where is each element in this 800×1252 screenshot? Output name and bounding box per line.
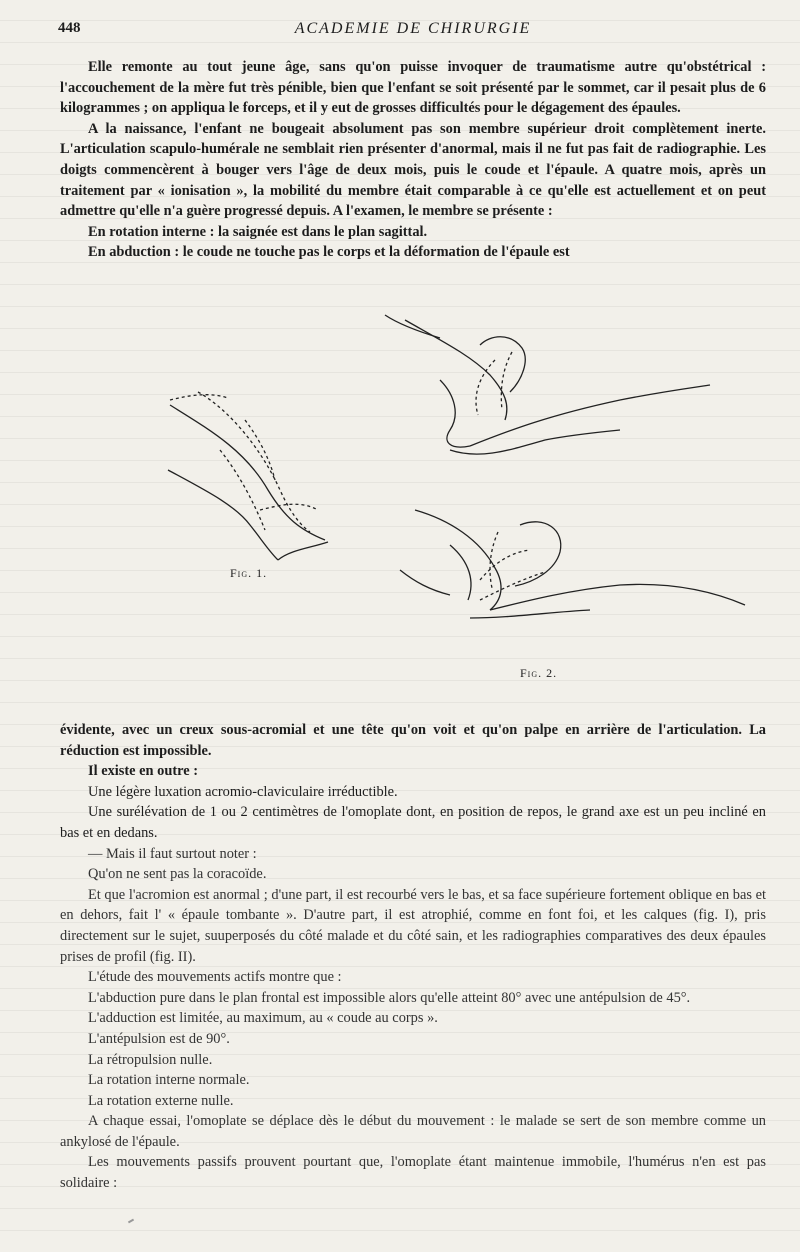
figures-area	[150, 300, 770, 700]
paragraph: Une surélévation de 1 ou 2 centimètres de l'omoplate dont, en position de repos, le grand axe est un peu incliné en bas et en dedans.	[60, 804, 766, 841]
text-block-bottom	[60, 720, 766, 1194]
text-block-top	[60, 57, 766, 263]
paragraph: La rotation externe nulle.	[88, 1092, 234, 1109]
paragraph: — Mais il faut surtout noter :	[88, 845, 257, 862]
paragraph: L'adduction est limitée, au maximum, au « coude au corps ».	[88, 1010, 438, 1027]
page-header	[58, 20, 768, 44]
running-title: ACADEMIE DE CHIRURGIE	[294, 20, 532, 37]
paragraph: A la naissance, l'enfant ne bougeait absolument pas son membre supérieur droit complètement inerte. L'articulation scapulo-humérale ne semblait rien présenter d'anormal, mais il ne fut pas fait de radiographie. Les doigts commencèrent à bouger vers l'âge de deux mois, puis le coude et l'épaule. A quatre mois, après un traitement par « ionisation », la mobilité du membre était comparable à ce qu'elle est actuellement et on peut admettre qu'elle n'a guère progressé depuis. A l'examen, le membre se présente :	[60, 120, 766, 220]
paragraph: La rotation interne normale.	[88, 1072, 250, 1089]
fig1-caption: Fig. 1.	[230, 566, 268, 580]
fig2-upper-tracing	[385, 315, 710, 454]
paragraph: L'étude des mouvements actifs montre que :	[88, 969, 342, 986]
fig1-shoulder-outline	[168, 392, 328, 560]
paragraph: A chaque essai, l'omoplate se déplace dès le début du mouvement : le malade se sert de son membre comme un ankylosé de l'épaule.	[60, 1113, 766, 1150]
fig1-drawing	[150, 300, 770, 700]
fig2-caption: Fig. 2.	[520, 666, 558, 680]
paragraph: Elle remonte au tout jeune âge, sans qu'on puisse invoquer de traumatisme autre qu'obstétrical : l'accouchement de la mère fut très pénible, bien que l'enfant se soit présenté par le sommet, car il pesait plus de 6 kilogrammes ; on appliqua le forceps, et il y eut de grosses difficultés pour le dégagement des épaules.	[60, 59, 766, 117]
paragraph: L'antépulsion est de 90°.	[88, 1030, 230, 1047]
paragraph: En rotation interne : la saignée est dans le plan sagittal.	[88, 223, 428, 240]
paragraph: Les mouvements passifs prouvent pourtant que, l'omoplate étant maintenue immobile, l'humérus n'en est pas solidaire :	[60, 1154, 766, 1192]
paragraph: Il existe en outre :	[88, 763, 199, 780]
paragraph: La rétropulsion nulle.	[88, 1051, 213, 1068]
print-speck	[128, 1219, 134, 1224]
paragraph: Et que l'acromion est anormal ; d'une part, il est recourbé vers le bas, et sa face supérieure fortement oblique en bas et en dehors, fait l' « épaule tombante ». D'autre part, il est atrophié, comme en font foi, et les calques (fig. I), pris directement sur le sujet, suuperposés du côté malade et du côté sain, et les radiographies comparatives des deux épaules prises de profil (fig. II).	[60, 886, 766, 965]
paragraph: Une légère luxation acromio-claviculaire irréductible.	[88, 783, 398, 800]
paragraph: L'abduction pure dans le plan frontal est impossible alors qu'elle atteint 80° avec une antépulsion de 45°.	[88, 989, 691, 1006]
paragraph: En abduction : le coude ne touche pas le corps et la déformation de l'épaule est	[88, 244, 570, 261]
fig2-lower-tracing	[400, 510, 745, 618]
paragraph: Qu'on ne sent pas la coracoïde.	[88, 866, 267, 883]
page-number: 448	[58, 20, 81, 36]
paragraph: évidente, avec un creux sous-acromial et une tête qu'on voit et qu'on palpe en arrière de l'articulation. La réduction est impossible.	[60, 722, 766, 759]
